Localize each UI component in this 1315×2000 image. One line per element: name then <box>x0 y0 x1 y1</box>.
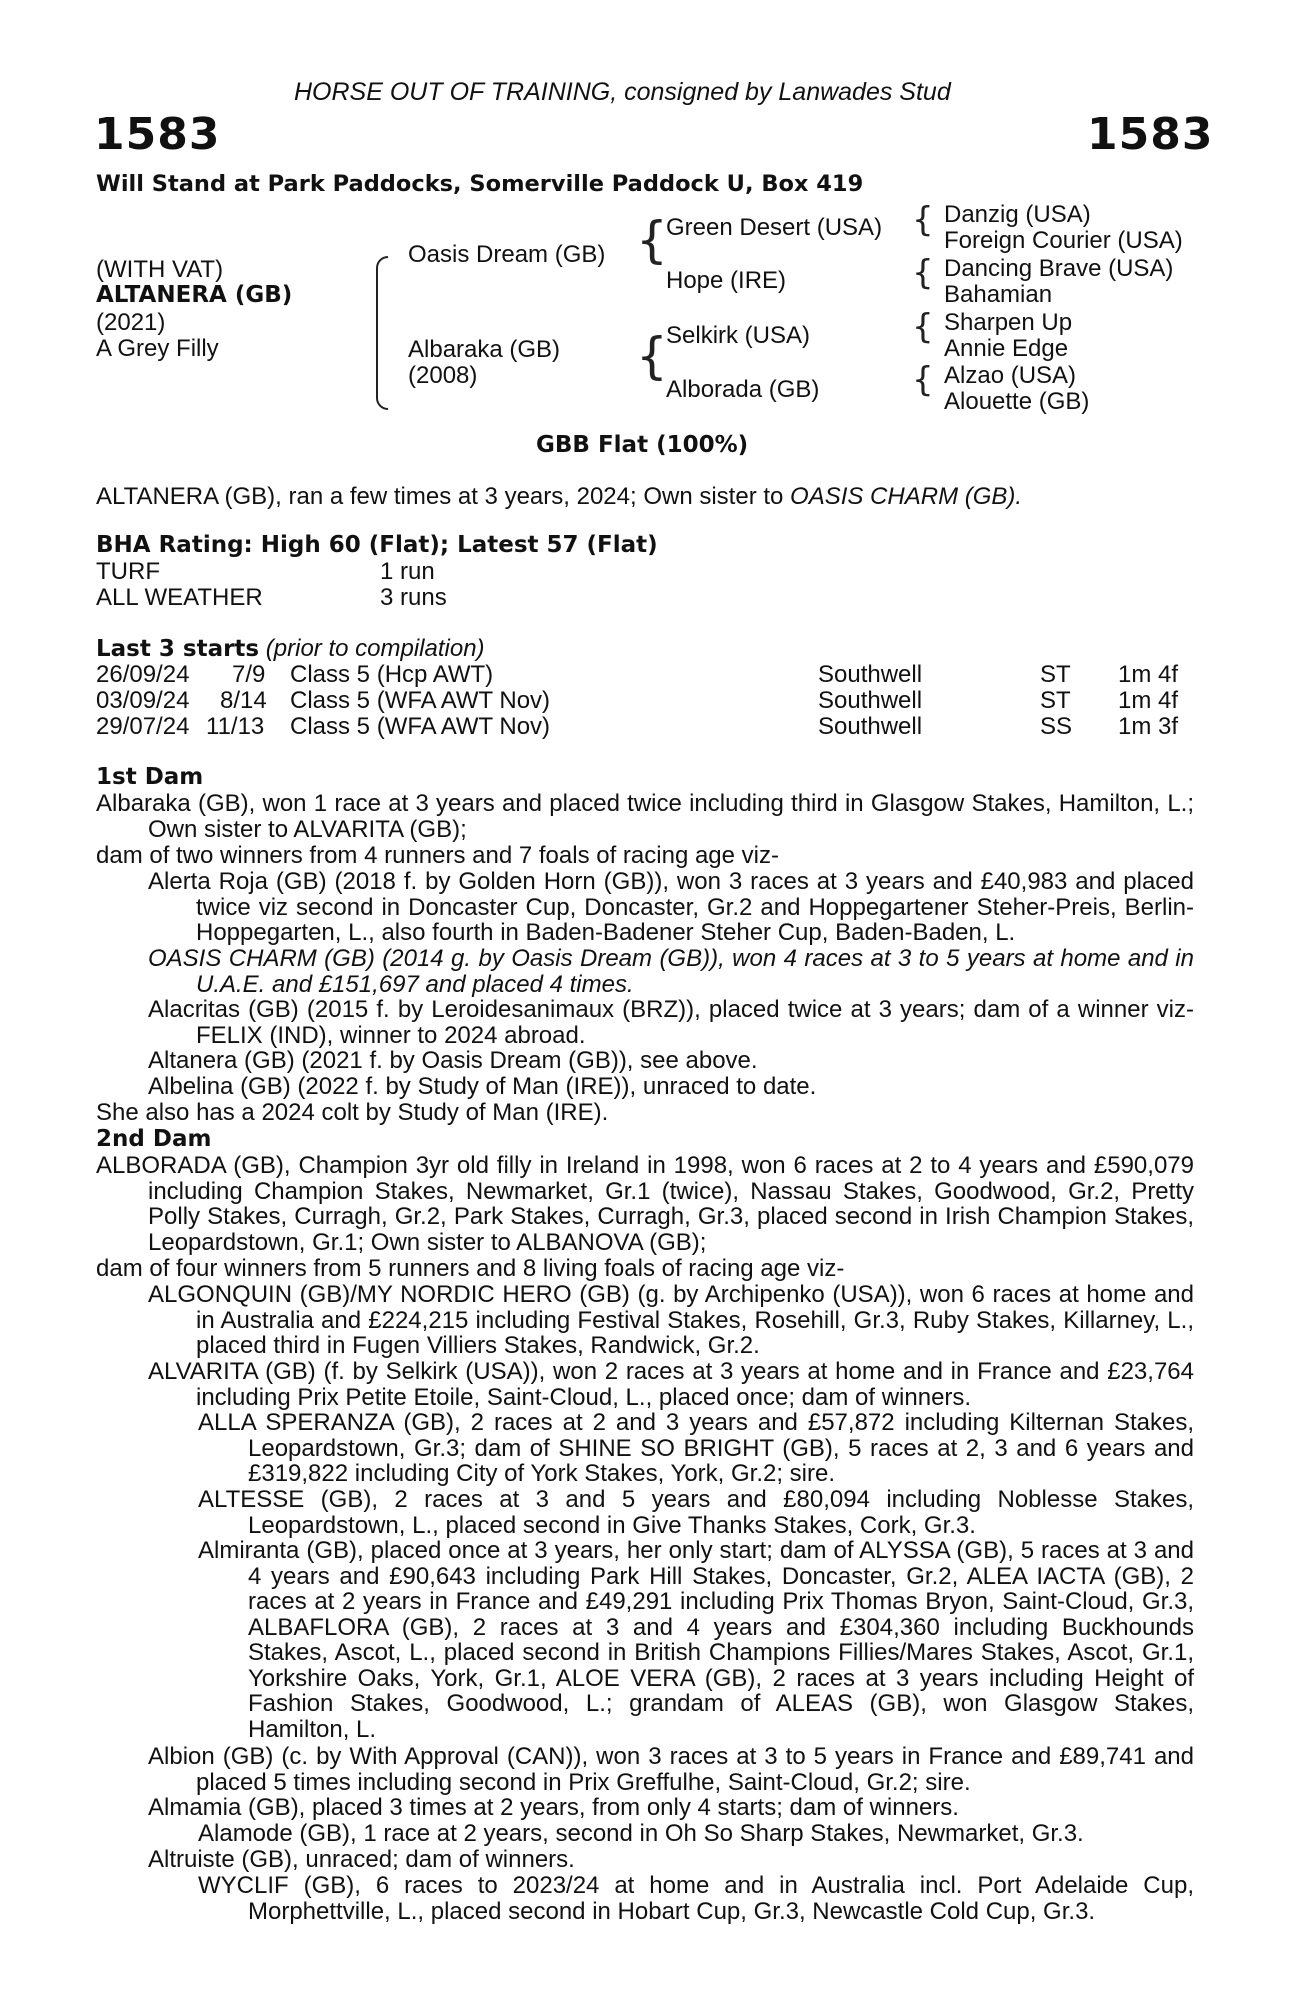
pedigree-ssd: Foreign Courier (USA) <box>944 227 1183 254</box>
second-dam-record: ALBORADA (GB), Champion 3yr old filly in Ireland in 1998, won 6 races at 2 to 4 years and £590,079 including Champion Stakes, Newmarket, Gr.1 (twice), Nassau Stakes, Goodwood, Gr.2, Pretty Polly Stakes, Curragh, Gr.2, Park Stakes, Curragh, Gr.3, placed second in Irish Champion Stakes, Leopardstown, Gr.1; Own sister to ALBANOVA (GB); <box>96 1152 1194 1256</box>
pedigree-brace-dd: { <box>912 360 934 400</box>
rating-runs: 1 run <box>380 558 435 585</box>
first-dam-produce: dam of two winners from 4 runners and 7 foals of racing age viz- <box>96 842 779 869</box>
start-pos: 8/14 <box>220 687 267 714</box>
rating-surface: TURF <box>96 558 160 585</box>
first-dam-note: She also has a 2024 colt by Study of Man (IRE). <box>96 1099 609 1126</box>
produce-albelina: Albelina (GB) (2022 f. by Study of Man (IRE)), unraced to date. <box>148 1073 817 1100</box>
start-pos: 7/9 <box>232 661 266 688</box>
start-race: Class 5 (Hcp AWT) <box>290 661 494 688</box>
pedigree-sds: Dancing Brave (USA) <box>944 255 1174 282</box>
pedigree-dam-year: (2008) <box>408 362 478 389</box>
summary-line <box>96 484 1022 510</box>
horse-description: A Grey Filly <box>96 335 219 362</box>
produce-alerta-roja: Alerta Roja (GB) (2018 f. by Golden Horn (GB)), won 3 races at 3 years and £40,983 and placed twice viz second in Doncaster Cup, Doncaster, Gr.2 and Hoppegartener Steher-Preis, Berlin-Hoppegarten, L., also fourth in Baden-Badener Steher Cup, Baden-Baden, L. <box>148 868 1194 946</box>
produce-wyclif: WYCLIF (GB), 6 races to 2023/24 at home and in Australia incl. Port Adelaide Cup, Morphettville, L., placed second in Hobart Cup, Gr.3, Newcastle Cold Cup, Gr.3. <box>198 1872 1194 1925</box>
produce-almiranta: Almiranta (GB), placed once at 3 years, her only start; dam of ALYSSA (GB), 5 races at 3 and 4 years and £90,643 including Park Hill Stakes, Doncaster, Gr.2, ALEA IACTA (GB), 2 races at 2 years in France and £49,291 including Prix Thomas Bryon, Saint-Cloud, Gr.3, ALBAFLORA (GB), 2 races at 3 and 4 years and £304,360 including Buckhounds Stakes, Ascot, L., placed second in British Champions Fillies/Mares Stakes, Ascot, Gr.1, Yorkshire Oaks, York, Gr.1, ALOE VERA (GB), 2 races at 3 years including Height of Fashion Stakes, Goodwood, L.; grandam of ALEAS (GB), won Glasgow Stakes, Hamilton, L. <box>198 1537 1194 1743</box>
produce-alvarita: ALVARITA (GB) (f. by Selkirk (USA)), won 2 races at 3 years at home and in France and £23,764 including Prix Petite Etoile, Saint-Cloud, L., placed once; dam of winners. <box>148 1358 1194 1411</box>
pedigree-sdd: Bahamian <box>944 281 1053 308</box>
pedigree-ddd: Alouette (GB) <box>944 388 1090 415</box>
pedigree-sire: Oasis Dream (GB) <box>408 241 606 268</box>
start-race: Class 5 (WFA AWT Nov) <box>290 713 551 740</box>
pedigree-sd: Hope (IRE) <box>666 267 787 294</box>
produce-algonquin: ALGONQUIN (GB)/MY NORDIC HERO (GB) (g. by Archipenko (USA)), won 6 races at home and in Australia and £224,215 including Festival Stakes, Rosehill, Gr.3, Ruby Stakes, Killarney, L., placed third in Fugen Villiers Stakes, Randwick, Gr.2. <box>148 1281 1194 1359</box>
produce-altesse: ALTESSE (GB), 2 races at 3 and 5 years and £80,094 including Noblesse Stakes, Leopardstown, L., placed second in Give Thanks Stakes, Cork, Gr.3. <box>198 1486 1194 1539</box>
produce-alacritas: Alacritas (GB) (2015 f. by Leroidesanimaux (BRZ)), placed twice at 3 years; dam of a winner viz- FELIX (IND), winner to 2024 abroad. <box>148 996 1194 1049</box>
vat-note: (WITH VAT) <box>96 256 224 283</box>
pedigree-brace-main <box>376 256 388 410</box>
produce-almamia: Almamia (GB), placed 3 times at 2 years, from only 4 starts; dam of winners. <box>148 1794 959 1821</box>
start-dist: 1m 3f <box>1118 713 1179 740</box>
start-race: Class 5 (WFA AWT Nov) <box>290 687 551 714</box>
rating-title: BHA Rating: High 60 (Flat); Latest 57 (Flat) <box>96 532 658 558</box>
starts-heading <box>96 636 485 663</box>
pedigree-dd: Alborada (GB) <box>666 376 820 403</box>
rating-surface: ALL WEATHER <box>96 584 263 611</box>
consignment-line: HORSE OUT OF TRAINING, consigned by Lanwades Stud <box>294 78 951 106</box>
start-going: SS <box>1040 713 1073 740</box>
pedigree-ss: Green Desert (USA) <box>666 214 883 241</box>
produce-alla-speranza: ALLA SPERANZA (GB), 2 races at 2 and 3 years and £57,872 including Kilternan Stakes, Leopardstown, Gr.3; dam of SHINE SO BRIGHT (GB), 5 races at 2, 3 and 6 years and £319,822 including City of York Stakes, York, Gr.2; sire. <box>198 1409 1194 1487</box>
pedigree-dsd: Annie Edge <box>944 335 1069 362</box>
pedigree-brace-sire: { <box>636 211 668 269</box>
summary-text: ALTANERA (GB), ran a few times at 3 years, 2024; Own sister to <box>96 483 791 510</box>
horse-year: (2021) <box>96 309 166 336</box>
first-dam-heading: 1st Dam <box>96 764 204 790</box>
start-going: ST <box>1040 687 1071 714</box>
pedigree-dds: Alzao (USA) <box>944 362 1077 389</box>
starts-title: Last 3 starts <box>96 636 260 662</box>
lot-number-right: 1583 <box>1087 109 1214 160</box>
start-pos: 11/13 <box>206 713 265 740</box>
produce-altruiste: Altruiste (GB), unraced; dam of winners. <box>148 1846 575 1873</box>
pedigree-brace-ss: { <box>912 200 934 240</box>
pedigree-sss: Danzig (USA) <box>944 201 1091 228</box>
summary-sister: OASIS CHARM (GB). <box>790 483 1023 510</box>
starts-note: (prior to compilation) <box>265 635 485 662</box>
rating-runs: 3 runs <box>380 584 447 611</box>
gbb-line: GBB Flat (100%) <box>536 432 749 458</box>
stabling-line: Will Stand at Park Paddocks, Somerville Paddock U, Box 419 <box>96 171 864 197</box>
start-course: Southwell <box>818 713 923 740</box>
start-date: 26/09/24 <box>96 661 190 688</box>
pedigree-brace-sd: { <box>912 253 934 293</box>
start-date: 03/09/24 <box>96 687 190 714</box>
second-dam-heading: 2nd Dam <box>96 1126 212 1152</box>
lot-number-left: 1583 <box>94 109 221 160</box>
start-course: Southwell <box>818 661 923 688</box>
produce-oasis-charm: OASIS CHARM (GB) (2014 g. by Oasis Dream (GB)), won 4 races at 3 to 5 years at home and in U.A.E. and £151,697 and placed 4 times. <box>148 945 1194 998</box>
pedigree-dss: Sharpen Up <box>944 309 1073 336</box>
produce-altanera: Altanera (GB) (2021 f. by Oasis Dream (GB)), see above. <box>148 1047 758 1074</box>
produce-alamode: Alamode (GB), 1 race at 2 years, second in Oh So Sharp Stakes, Newmarket, Gr.3. <box>198 1820 1084 1847</box>
start-going: ST <box>1040 661 1071 688</box>
second-dam-produce: dam of four winners from 5 runners and 8 living foals of racing age viz- <box>96 1255 845 1282</box>
start-date: 29/07/24 <box>96 713 190 740</box>
pedigree-dam: Albaraka (GB) <box>408 336 561 363</box>
start-dist: 1m 4f <box>1118 661 1179 688</box>
horse-name: ALTANERA (GB) <box>96 282 293 308</box>
start-dist: 1m 4f <box>1118 687 1179 714</box>
pedigree-brace-dam: { <box>636 327 668 385</box>
start-course: Southwell <box>818 687 923 714</box>
pedigree-ds: Selkirk (USA) <box>666 322 811 349</box>
produce-albion: Albion (GB) (c. by With Approval (CAN)), won 3 races at 3 to 5 years in France and £89,741 and placed 5 times including second in Prix Greffulhe, Saint-Cloud, Gr.2; sire. <box>148 1743 1194 1796</box>
pedigree-brace-ds: { <box>912 307 934 347</box>
first-dam-record: Albaraka (GB), won 1 race at 3 years and placed twice including third in Glasgow Stakes, Hamilton, L.; Own sister to ALVARITA (GB); <box>96 790 1194 843</box>
